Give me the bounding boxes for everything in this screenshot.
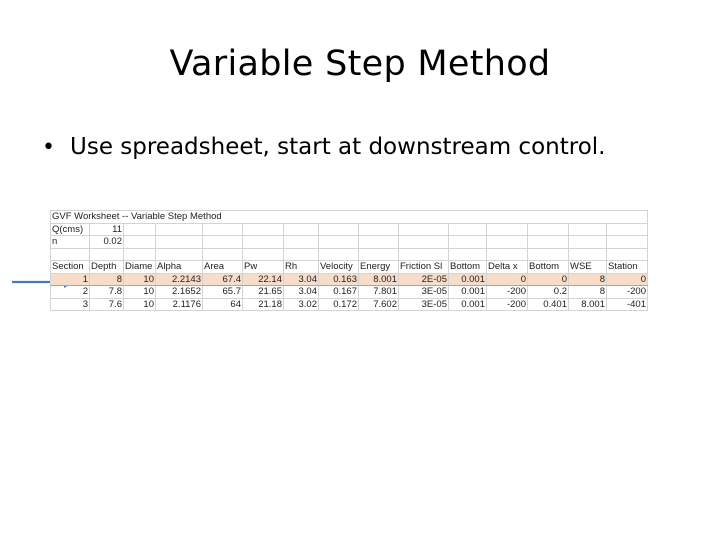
table-cell: 8: [569, 286, 607, 299]
table-cell: 8.001: [359, 273, 399, 286]
table-cell: 2.1652: [156, 286, 203, 299]
table-cell: 3: [51, 298, 90, 311]
table-cell: 0.401: [528, 298, 569, 311]
table-cell: 0: [528, 273, 569, 286]
table-cell: 0.001: [449, 286, 487, 299]
n-value: 0.02: [90, 236, 124, 249]
table-row-highlighted: [51, 273, 648, 286]
table-cell: -200: [487, 298, 528, 311]
table-cell: 3.04: [284, 273, 319, 286]
table-cell: 0.163: [319, 273, 359, 286]
table-cell: 64: [203, 298, 243, 311]
table-cell: 3E-05: [399, 286, 449, 299]
bullet-text: Use spreadsheet, start at downstream control.: [70, 134, 606, 160]
table-cell: 22.14: [243, 273, 284, 286]
column-header: Rh: [284, 261, 319, 274]
q-value: 11: [90, 223, 124, 236]
table-cell: 2.1176: [156, 298, 203, 311]
q-label: Q(cms): [51, 223, 90, 236]
column-header: Friction Sl: [399, 261, 449, 274]
table-cell: 2.2143: [156, 273, 203, 286]
table-header-row: [51, 261, 648, 274]
table-cell: 0: [487, 273, 528, 286]
column-header: Diame: [124, 261, 156, 274]
table-cell: 0.001: [449, 273, 487, 286]
table-cell: 0.167: [319, 286, 359, 299]
column-header: Pw: [243, 261, 284, 274]
table-row: [51, 236, 648, 249]
table-cell: 1: [51, 273, 90, 286]
column-header: Area: [203, 261, 243, 274]
gvf-worksheet-table: [50, 210, 648, 311]
table-row: [51, 298, 648, 311]
table-cell: -200: [487, 286, 528, 299]
slide-title: Variable Step Method: [169, 44, 551, 84]
table-cell: 65.7: [203, 286, 243, 299]
table-cell: 7.8: [90, 286, 124, 299]
bullet-dot-icon: •: [42, 135, 55, 160]
table-cell: 8.001: [569, 298, 607, 311]
table-cell: 2E-05: [399, 273, 449, 286]
table-cell: 7.602: [359, 298, 399, 311]
table-cell: 3.02: [284, 298, 319, 311]
bullet-item: [42, 134, 605, 160]
table-cell: 10: [124, 298, 156, 311]
table-cell: -200: [607, 286, 648, 299]
table-cell: 2: [51, 286, 90, 299]
table-cell: 7.801: [359, 286, 399, 299]
table-cell: 10: [124, 286, 156, 299]
column-header: Station: [607, 261, 648, 274]
table-row: [51, 248, 648, 261]
column-header: Delta x: [487, 261, 528, 274]
column-header: Alpha: [156, 261, 203, 274]
table-cell: 0.172: [319, 298, 359, 311]
table-cell: 10: [124, 273, 156, 286]
table-cell: 8: [90, 273, 124, 286]
column-header: Energy: [359, 261, 399, 274]
table-cell: 21.18: [243, 298, 284, 311]
table-cell: 3E-05: [399, 298, 449, 311]
table-cell: -401: [607, 298, 648, 311]
column-header: Section: [51, 261, 90, 274]
table-row: [51, 223, 648, 236]
table-cell: 0.2: [528, 286, 569, 299]
table-cell: 8: [569, 273, 607, 286]
table-cell: 7.6: [90, 298, 124, 311]
column-header: Velocity: [319, 261, 359, 274]
column-header: Depth: [90, 261, 124, 274]
table-cell: 3.04: [284, 286, 319, 299]
table-cell: 21.65: [243, 286, 284, 299]
column-header: WSE: [569, 261, 607, 274]
table-row: [51, 286, 648, 299]
column-header: Bottom: [449, 261, 487, 274]
table-cell: 67.4: [203, 273, 243, 286]
table-row: [51, 211, 648, 224]
table-cell: 0.001: [449, 298, 487, 311]
worksheet-title: GVF Worksheet -- Variable Step Method: [51, 211, 648, 224]
n-label: n: [51, 236, 90, 249]
table-cell: 0: [607, 273, 648, 286]
column-header: Bottom: [528, 261, 569, 274]
